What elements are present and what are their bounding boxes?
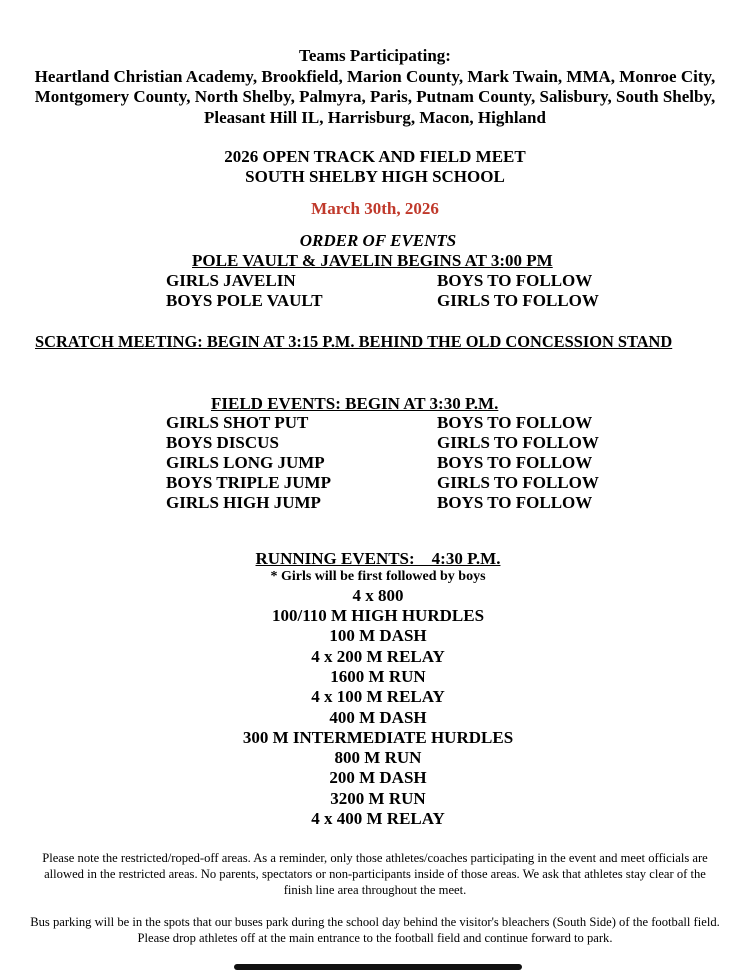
running-event: 4 x 200 M RELAY (311, 646, 445, 666)
scratch-meeting: SCRATCH MEETING: BEGIN AT 3:15 P.M. BEHIND THE OLD CONCESSION STAND (35, 332, 673, 351)
meet-title: 2026 OPEN TRACK AND FIELD MEET (224, 147, 526, 166)
running-events-section (0, 549, 750, 829)
meet-date: March 30th, 2026 (311, 199, 439, 218)
event-name: GIRLS LONG JUMP (166, 453, 325, 472)
running-events-heading: RUNNING EVENTS: 4:30 P.M. (255, 549, 501, 568)
event-name: BOYS POLE VAULT (166, 291, 323, 310)
running-event: 4 x 400 M RELAY (311, 809, 445, 829)
teams-heading: Teams Participating: (299, 46, 451, 65)
event-follow: BOYS TO FOLLOW (437, 413, 593, 432)
bus-parking-note: Bus parking will be in the spots that our buses park during the school day behind the visitor's bleachers (South Side) of the football field. Please drop athletes off at the main entrance to the football field and continue forward to park. (30, 915, 720, 945)
event-follow: BOYS TO FOLLOW (437, 453, 593, 472)
teams-section (30, 46, 720, 128)
running-event: 400 M DASH (329, 707, 427, 727)
event-name: GIRLS SHOT PUT (166, 413, 309, 432)
event-follow: BOYS TO FOLLOW (437, 271, 593, 290)
meet-location: SOUTH SHELBY HIGH SCHOOL (245, 167, 505, 186)
running-events-note: * Girls will be first followed by boys (270, 569, 486, 585)
running-event: 100/110 M HIGH HURDLES (271, 606, 485, 626)
event-follow: GIRLS TO FOLLOW (437, 291, 599, 310)
event-name: GIRLS JAVELIN (166, 271, 296, 290)
field-events-heading: FIELD EVENTS: BEGIN AT 3:30 P.M. (211, 394, 499, 413)
running-event: 4 x 100 M RELAY (311, 687, 445, 707)
event-follow: GIRLS TO FOLLOW (437, 473, 599, 492)
event-follow: GIRLS TO FOLLOW (437, 433, 599, 452)
event-follow: BOYS TO FOLLOW (437, 493, 593, 512)
order-of-events-heading: ORDER OF EVENTS (299, 231, 457, 250)
restricted-areas-note: Please note the restricted/roped-off areas. As a reminder, only those athletes/coaches participating in the event and meet officials are allowed in the restricted areas. No parents, spectators or non-participants inside of those areas. We ask that athletes stay clear of the finish line area throughout the meet. (42, 851, 708, 897)
running-event: 100 M DASH (329, 626, 427, 646)
event-name: GIRLS HIGH JUMP (166, 493, 321, 512)
running-event: 3200 M RUN (330, 788, 426, 808)
pole-vault-heading: POLE VAULT & JAVELIN BEGINS AT 3:00 PM (192, 251, 553, 270)
teams-list: Heartland Christian Academy, Brookfield, Marion County, Mark Twain, MMA, Monroe City, Montgomery County, North Shelby, Palmyra, Paris, Putnam County, Salisbury, South Shelby, Pleasant Hill IL, Harrisburg, Macon, Highland (34, 66, 716, 127)
home-indicator-bar (234, 964, 522, 970)
running-event: 1600 M RUN (330, 666, 426, 686)
running-event: 200 M DASH (329, 768, 427, 788)
event-name: BOYS TRIPLE JUMP (166, 473, 331, 492)
running-event: 300 M INTERMEDIATE HURDLES (242, 727, 514, 747)
event-name: BOYS DISCUS (166, 433, 279, 452)
running-event: 4 x 800 (352, 585, 404, 605)
running-event: 800 M RUN (334, 748, 422, 768)
